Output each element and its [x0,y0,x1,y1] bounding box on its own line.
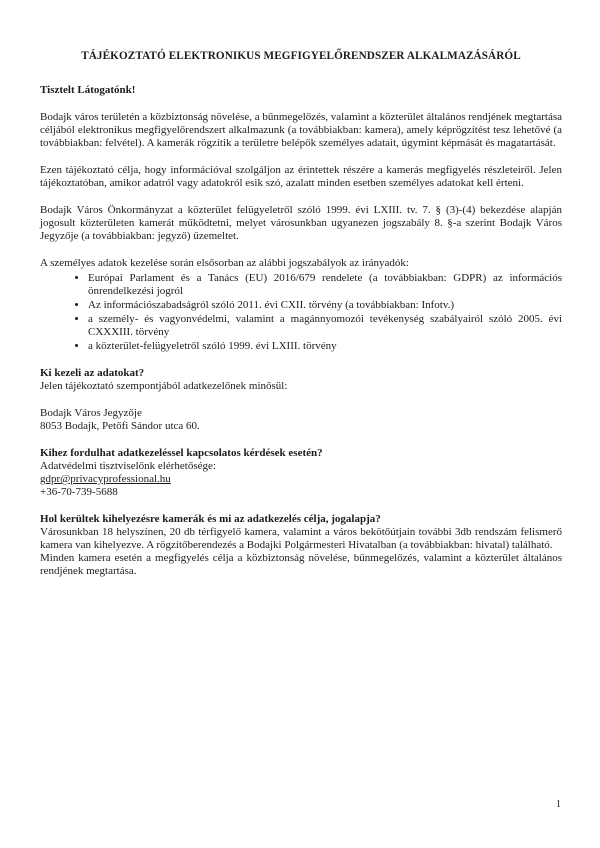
section-text: Városunkban 18 helyszínen, 20 db térfigyelő kamera, valamint a város bekötőútjain további 3db rendszám felismerő kamera van kihelyezve. A rögzítőberendezés a Bodajki Polgármesteri Hivatalban (a továbbiakban: hivatal) található. [40,526,562,551]
controller-name: Bodajk Város Jegyzője [40,407,142,419]
page-number: 1 [556,799,561,810]
list-item: • a személy- és vagyonvédelmi, valamint a magánnyomozói tevékenység szabályairól szóló 2005. évi CXXXIII. törvény [88,313,562,339]
list-item: • Az információszabadságról szóló 2011. évi CXII. törvény (a továbbiakban: Infotv.) [88,299,562,312]
section-heading: Hol kerültek kihelyezésre kamerák és mi az adatkezelés célja, jogalapja? [40,513,381,525]
section-controller [40,367,562,393]
section-contact [40,447,562,499]
section-text: Jelen tájékoztató szempontjából adatkezelőnek minősül: [40,380,288,392]
paragraph-intro: Bodajk város területén a közbiztonság növelése, a bűnmegelőzés, valamint a közterület általános rendjének megtartása céljából elektronikus megfigyelőrendszert alkalmazunk (a továbbiakban: kamera), amely képrögzítést tesz lehetővé (a továbbiakban: felvétel). A kamerák rögzítik a területre belépők személyes adatait, úgymint képmását és magatartását. [40,111,562,149]
section-heading: Ki kezeli az adatokat? [40,367,145,379]
document-page [40,50,562,592]
salutation: Tisztelt Látogatónk! [40,84,136,96]
paragraph-purpose: Ezen tájékoztató célja, hogy információval szolgáljon az érintettek részére a kamerás megfigyelés részleteiről. Jelen tájékoztatóban, amikor adatról vagy adatokról esik szó, azalatt minden esetben személyes adatokat kell érteni. [40,164,562,189]
dpo-phone: +36-70-739-5688 [40,486,118,498]
document-title: TÁJÉKOZTATÓ ELEKTRONIKUS MEGFIGYELŐRENDSZER ALKALMAZÁSÁRÓL [81,50,521,62]
dpo-email-link[interactable]: gdpr@privacyprofessional.hu [40,473,171,485]
paragraph-laws-intro: A személyes adatok kezelése során elsősorban az alábbi jogszabályok az irányadók: [40,257,409,269]
section-heading: Kihez fordulhat adatkezeléssel kapcsolatos kérdések esetén? [40,447,323,459]
laws-list [40,272,562,353]
list-item: • Európai Parlament és a Tanács (EU) 2016/679 rendelete (a továbbiakban: GDPR) az információs önrendelkezési jogról [88,272,562,298]
controller-info [40,407,562,433]
section-text: Minden kamera esetén a megfigyelés célja a közbiztonság növelése, bűnmegelőzés, valamint a közterület általános rendjének megtartása. [40,552,562,577]
controller-address: 8053 Bodajk, Petőfi Sándor utca 60. [40,420,200,432]
list-item: • a közterület-felügyeletről szóló 1999. évi LXIII. törvény [88,340,562,353]
section-text: Adatvédelmi tisztviselőnk elérhetősége: [40,460,216,472]
section-cameras [40,513,562,578]
paragraph-legal-basis: Bodajk Város Önkormányzat a közterület felügyeletről szóló 1999. évi LXIII. tv. 7. § (3)-(4) bekezdése alapján jogosult közterületen kamerát működtetni, melyet városunkban ugyanezen jogszabály 8. §-a szerint Bodajk Város Jegyzője (a továbbiakban: jegyző) üzemeltet. [40,204,562,242]
